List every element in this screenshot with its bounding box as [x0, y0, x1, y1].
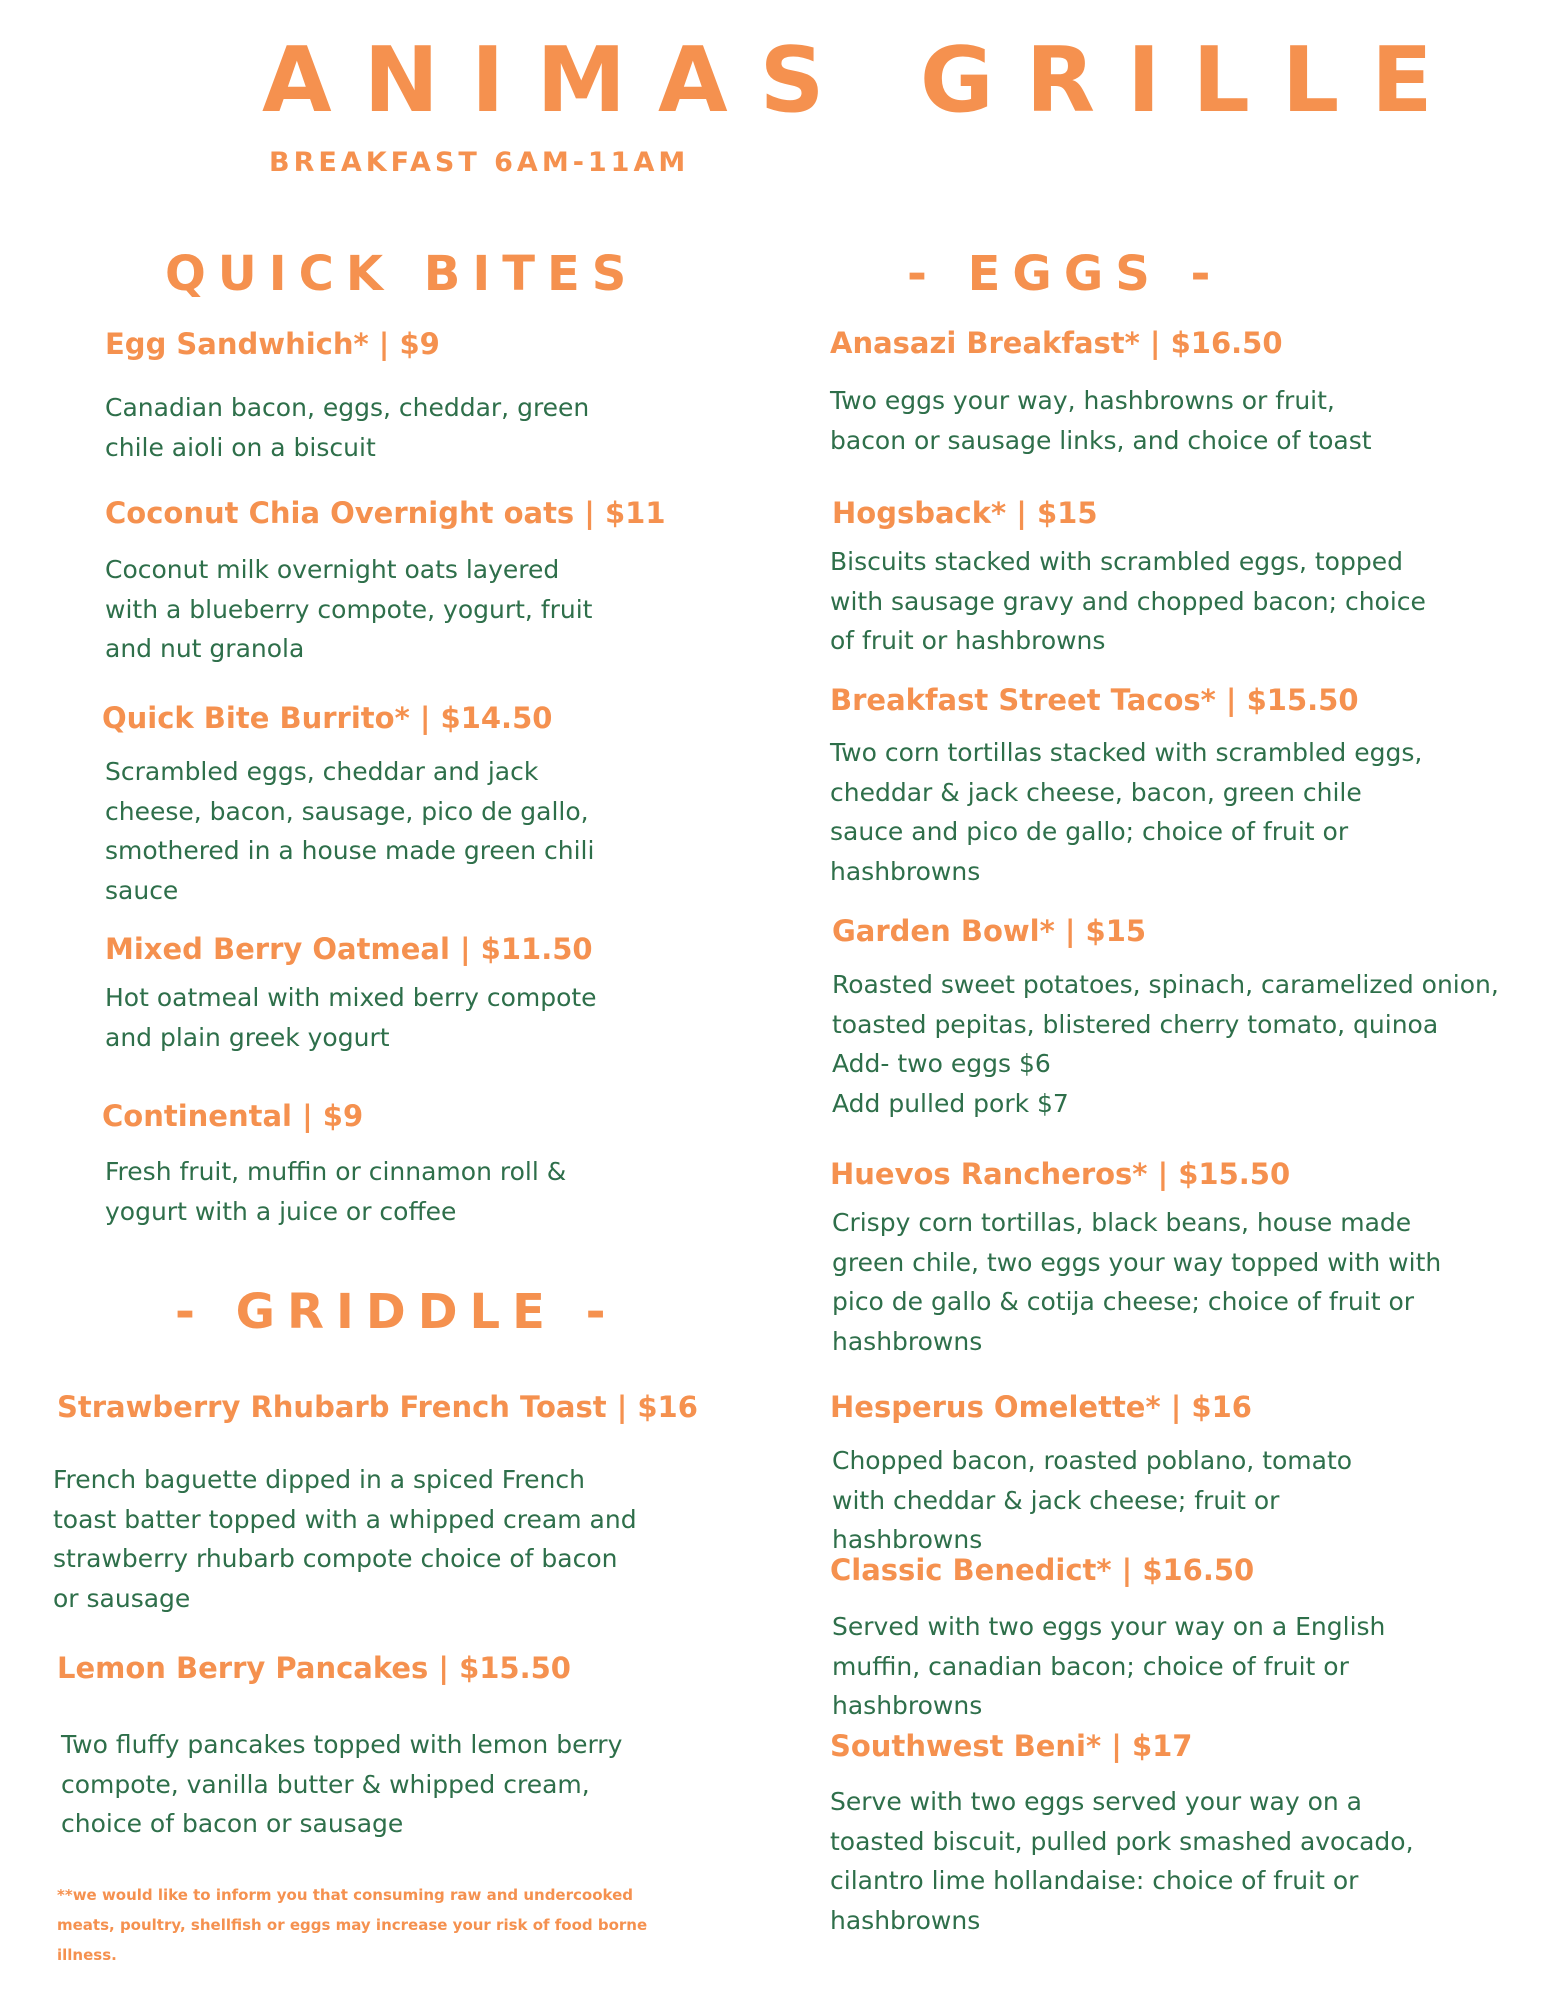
menu-item-name: Egg Sandwhich* | $9 [105, 327, 440, 361]
menu-item-desc: Roasted sweet potatoes, spinach, caramelized onion, toasted pepitas, blistered cherry tomato, quinoa Add- two eggs $6 Add pulled pork $7 [832, 970, 1499, 1118]
section-quick-bites: QUICK BITES [165, 246, 639, 302]
menu-item-name: Quick Bite Burrito* | $14.50 [102, 701, 553, 735]
menu-item-name: Strawberry Rhubarb French Toast | $16 [57, 1390, 698, 1424]
section-eggs: - EGGS - [907, 246, 1223, 302]
menu-item-name: Huevos Rancheros* | $15.50 [830, 1157, 1291, 1191]
menu-item-desc: Scrambled eggs, cheddar and jack cheese, bacon, sausage, pico de gallo, smothered in a house made green chili sauce [105, 757, 595, 905]
menu-item-name: Coconut Chia Overnight oats | $11 [105, 496, 666, 530]
menu-item-desc: Hot oatmeal with mixed berry compote and plain greek yogurt [105, 983, 597, 1052]
food-safety-note: **we would like to inform you that consuming raw and undercooked meats, poultry, shellfish or eggs may increase your risk of food borne illness. [57, 1886, 648, 1964]
menu-item-desc: Fresh fruit, muffin or cinnamon roll & yogurt with a juice or coffee [105, 1157, 567, 1226]
menu-item-name: Southwest Beni* | $17 [830, 1729, 1193, 1763]
menu-item-name: Breakfast Street Tacos* | $15.50 [830, 683, 1359, 717]
menu-item-desc: Two fluffy pancakes topped with lemon berry compote, vanilla butter & whipped cream, choice of bacon or sausage [61, 1730, 623, 1838]
menu-item-name: Anasazi Breakfast* | $16.50 [830, 326, 1283, 360]
menu-item-desc: Served with two eggs your way on a English muffin, canadian bacon; choice of fruit or hashbrowns [832, 1612, 1386, 1720]
menu-item-name: Continental | $9 [102, 1099, 364, 1133]
menu-item-desc: Serve with two eggs served your way on a toasted biscuit, pulled pork smashed avocado, cilantro lime hollandaise: choice of fruit or hashbrowns [830, 1787, 1414, 1935]
menu-item-desc: Two corn tortillas stacked with scrambled eggs, cheddar & jack cheese, bacon, green chile sauce and pico de gallo; choice of fruit or hashbrowns [830, 738, 1423, 886]
menu-item-desc: French baguette dipped in a spiced French toast batter topped with a whipped cream and strawberry rhubarb compote choice of bacon or sausage [53, 1465, 637, 1613]
section-griddle: - GRIDDLE - [175, 1284, 618, 1340]
menu-item-name: Hesperus Omelette* | $16 [830, 1390, 1252, 1424]
menu-item-desc: Canadian bacon, eggs, cheddar, green chile aioli on a biscuit [105, 393, 590, 462]
menu-item-name: Garden Bowl* | $15 [832, 914, 1147, 948]
menu-item-desc: Two eggs your way, hashbrowns or fruit, bacon or sausage links, and choice of toast [830, 386, 1372, 455]
menu-item-desc: Chopped bacon, roasted poblano, tomato with cheddar & jack cheese; fruit or hashbrowns [832, 1446, 1353, 1554]
menu-item-desc: Biscuits stacked with scrambled eggs, topped with sausage gravy and chopped bacon; choice of fruit or hashbrowns [830, 547, 1426, 655]
menu-item-desc: Crispy corn tortillas, black beans, house made green chile, two eggs your way topped with with pico de gallo & cotija cheese; choice of fruit or hashbrowns [832, 1208, 1442, 1356]
menu-item-desc: Coconut milk overnight oats layered with a blueberry compote, yogurt, fruit and nut granola [105, 555, 593, 663]
hours-subtitle: BREAKFAST 6AM-11AM [269, 147, 690, 178]
menu-item-name: Mixed Berry Oatmeal | $11.50 [105, 932, 593, 966]
restaurant-title: ANIMAS GRILLE [262, 28, 1465, 133]
menu-item-name: Lemon Berry Pancakes | $15.50 [57, 1651, 571, 1685]
menu-item-name: Classic Benedict* | $16.50 [830, 1553, 1255, 1587]
menu-item-name: Hogsback* | $15 [832, 496, 1098, 530]
